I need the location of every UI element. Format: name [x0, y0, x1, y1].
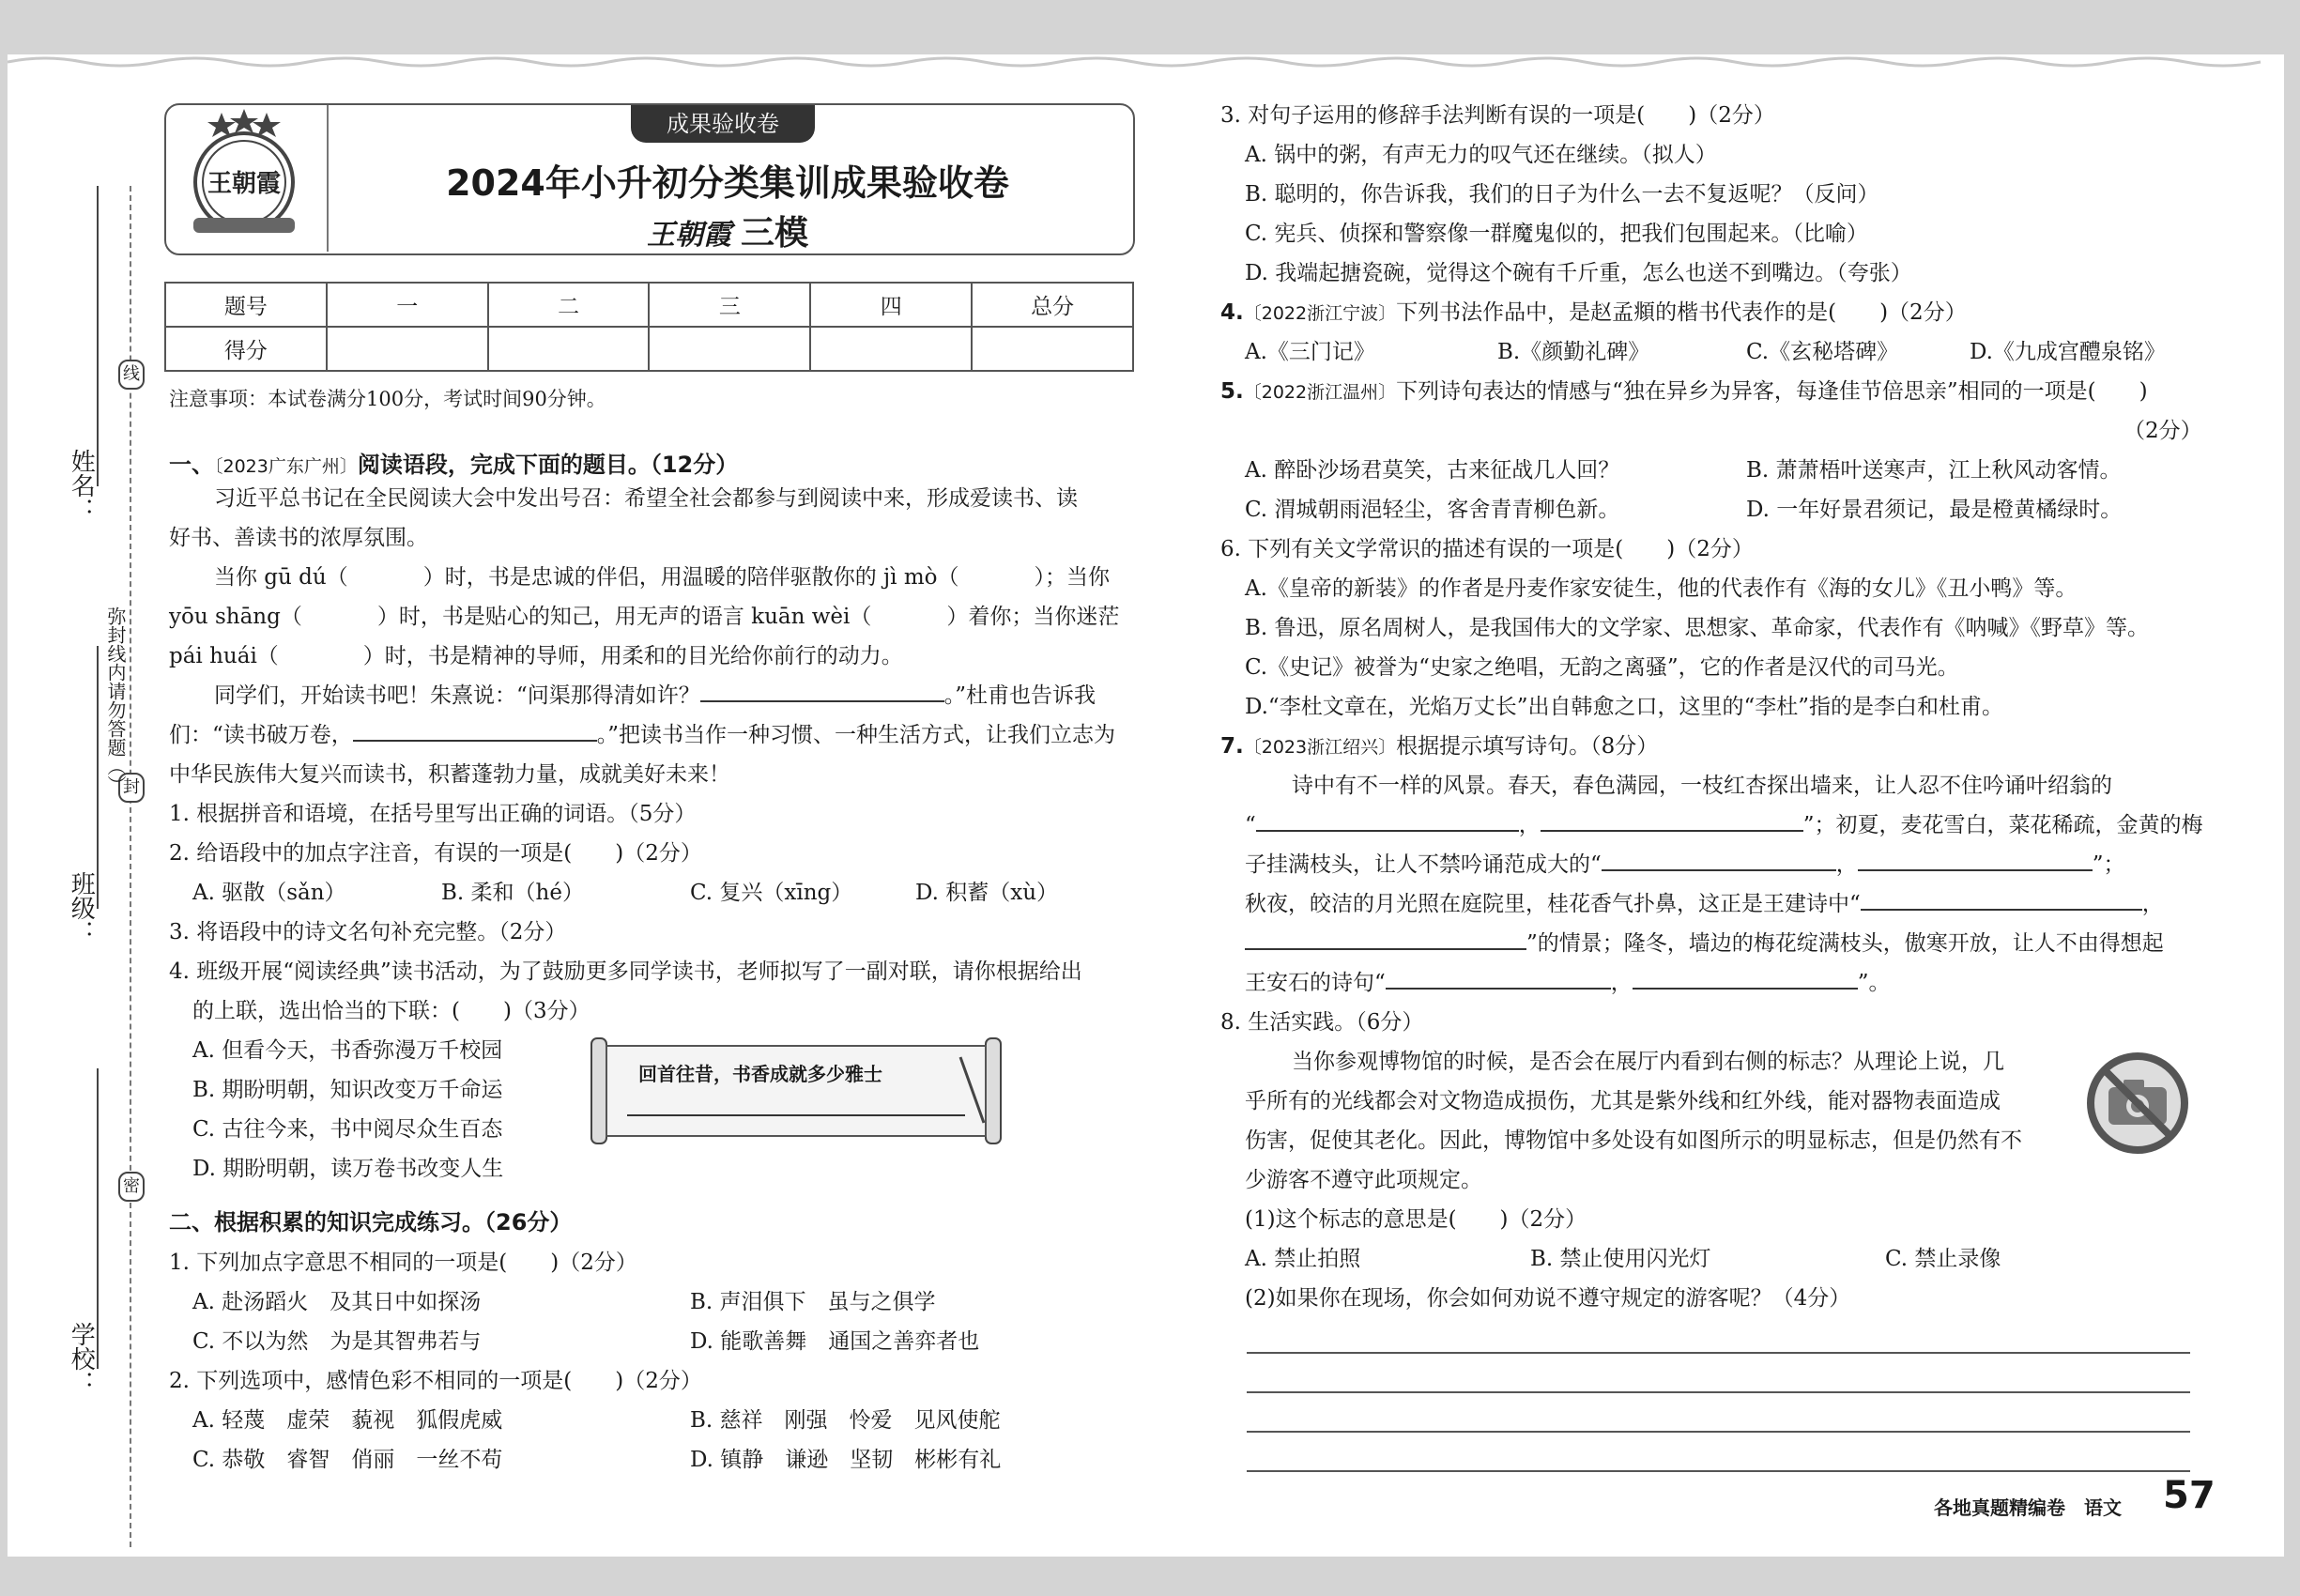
- option[interactable]: A. 驱散（sǎn）: [192, 881, 346, 905]
- option[interactable]: A.《皇帝的新装》的作者是丹麦作家安徒生，他的代表作有《海的女儿》《丑小鸭》等。: [1245, 576, 2078, 601]
- score-input[interactable]: [488, 327, 650, 371]
- svg-text:王朝霞: 王朝霞: [207, 170, 282, 198]
- option[interactable]: C.《史记》被誉为“史家之绝唱，无韵之离骚”，它的作者是汉代的司马光。: [1245, 655, 1959, 680]
- question-r6: 6. 下列有关文学常识的描述有误的一项是( )（2分）: [1220, 537, 1754, 561]
- score-cell: 总分: [972, 283, 1133, 327]
- option[interactable]: C.《玄秘塔碑》: [1746, 340, 1899, 364]
- section-1-title: 一、〔2023广东广州〕阅读语段，完成下面的题目。（12分）: [169, 452, 739, 478]
- brand-logo: [184, 105, 304, 246]
- passage-line: pái huái（ ）时，书是精神的导师，用柔和的目光给你前行的动力。: [169, 644, 903, 668]
- score-header-row: [165, 283, 1133, 327]
- option[interactable]: D. 期盼明朝，读万卷书改变人生: [192, 1157, 504, 1181]
- no-photo-sign-icon: [2086, 1051, 2189, 1155]
- option[interactable]: B. 萧萧梧叶送寒声，江上秋风动客情。: [1746, 458, 2122, 483]
- class-label: 班级：: [67, 871, 96, 944]
- question-2-1: 1. 下列加点字意思不相同的一项是( )（2分）: [169, 1251, 637, 1275]
- couplet-text: 回首往昔，书香成就多少雅士: [638, 1063, 882, 1085]
- passage-line: 诗中有不一样的风景。春天，春色满园，一枝红杏探出墙来，让人忍不住吟诵叶绍翁的: [1292, 774, 2112, 798]
- option[interactable]: A.《三门记》: [1245, 340, 1375, 364]
- class-blank[interactable]: [97, 646, 99, 909]
- question-r5: 5.〔2022浙江温州〕下列诗句表达的情感与“独在异乡为异客，每逢佳节倍思亲”相同的一项是( ): [1220, 379, 2148, 404]
- score-input[interactable]: [327, 327, 488, 371]
- name-blank[interactable]: [97, 186, 99, 486]
- poem-blank[interactable]: [1245, 926, 1526, 950]
- option[interactable]: D. 能歌善舞 通国之善弈者也: [690, 1329, 980, 1354]
- passage-line: 乎所有的光线都会对文物造成损伤，尤其是紫外线和红外线，能对器物表面造成: [1245, 1089, 2001, 1113]
- option[interactable]: A. 轻蔑 虚荣 藐视 狐假虎威: [192, 1408, 503, 1433]
- couplet-scroll-image: [590, 1029, 1003, 1151]
- option[interactable]: D.“李杜文章在，光焰万丈长”出自韩愈之口，这里的“李杜”指的是李白和杜甫。: [1245, 695, 2003, 719]
- option[interactable]: D. 我端起搪瓷碗，觉得这个碗有千斤重，怎么也送不到嘴边。（夸张）: [1245, 261, 1912, 285]
- question-r4: 4.〔2022浙江宁波〕下列书法作品中，是赵孟頫的楷书代表作的是( )（2分）: [1220, 300, 1967, 325]
- question-2-2: 2. 下列选项中，感情色彩不相同的一项是( )（2分）: [169, 1369, 702, 1393]
- page-number: 57: [2163, 1474, 2216, 1517]
- school-blank[interactable]: [97, 1068, 99, 1369]
- passage-line: 中华民族伟大复兴而读书，积蓄蓬勃力量，成就美好未来！: [169, 762, 730, 787]
- score-cell: 二: [488, 283, 650, 327]
- passage-line: 同学们，开始读书吧！朱熹说：“问渠那得清如许？ 。”杜甫也告诉我: [214, 676, 1096, 715]
- question-2: 2. 给语段中的加点字注音，有误的一项是( )（2分）: [169, 841, 702, 866]
- passage-line: 们：“读书破万卷， 。”把读书当作一种习惯、一种生活方式，让我们立志为: [169, 715, 1115, 755]
- score-input[interactable]: [972, 327, 1133, 371]
- option[interactable]: C. 不以为然 为是其智弗若与: [192, 1329, 482, 1354]
- passage-line: 子挂满枝头，让人不禁吟诵范成大的“ ， ”；: [1245, 845, 2125, 884]
- answer-line[interactable]: [1247, 1470, 2190, 1472]
- passage-line: 好书、善读书的浓厚氛围。: [169, 526, 428, 550]
- option[interactable]: D. 一年好景君须记，最是橙黄橘绿时。: [1746, 498, 2123, 522]
- subtitle-text: 三模: [740, 214, 808, 253]
- seal-mark-seal: 封: [118, 773, 145, 803]
- score-cell: 题号: [165, 283, 327, 327]
- answer-line[interactable]: [1247, 1352, 2190, 1354]
- option[interactable]: D.《九成宫醴泉铭》: [1970, 340, 2166, 364]
- seal-note: 弥封线内请勿答题（）: [104, 606, 127, 794]
- poem-blank[interactable]: [1386, 965, 1611, 990]
- passage-line: 当你参观博物馆的时候，是否会在展厅内看到右侧的标志？从理论上说，几: [1292, 1050, 2004, 1074]
- option[interactable]: A. 醉卧沙场君莫笑，古来征战几人回？: [1245, 458, 1620, 483]
- question-r7: 7.〔2023浙江绍兴〕根据提示填写诗句。（8分）: [1220, 734, 1659, 759]
- option[interactable]: A. 赴汤蹈火 及其日中如探汤: [192, 1290, 482, 1314]
- passage-line: 习近平总书记在全民阅读大会中发出号召：希望全社会都参与到阅读中来，形成爱读书、读: [214, 486, 1078, 511]
- header-tag: 成果验收卷: [631, 105, 815, 143]
- exam-subtitle: [338, 207, 1117, 254]
- option[interactable]: C. 恭敬 睿智 俏丽 一丝不苟: [192, 1448, 503, 1472]
- sub-question-8-2: (2)如果你在现场，你会如何劝说不遵守规定的游客呢？（4分）: [1245, 1286, 1851, 1311]
- header-divider: [327, 105, 329, 252]
- poem-blank[interactable]: [1861, 886, 2142, 911]
- option[interactable]: C. 古往今来，书中阅尽众生百态: [192, 1117, 503, 1142]
- score-note: （2分）: [2124, 419, 2202, 443]
- poem-blank[interactable]: [353, 717, 597, 742]
- passage-line: 秋夜，皎洁的月光照在庭院里，桂花香气扑鼻，这正是王建诗中“ ，: [1245, 884, 2164, 924]
- brand-name: 王朝霞: [646, 219, 731, 252]
- sub-question-8-1: (1)这个标志的意思是( )（2分）: [1245, 1207, 1587, 1232]
- question-r8: 8. 生活实践。（6分）: [1220, 1010, 1424, 1035]
- passage-line: 少游客不遵守此项规定。: [1245, 1168, 1482, 1192]
- passage-line: yōu shāng（ ）时，书是贴心的知己，用无声的语言 kuān wèi（ ）着你；当你迷茫: [169, 605, 1120, 629]
- option[interactable]: B.《颜勤礼碑》: [1497, 340, 1650, 364]
- option[interactable]: D. 积蓄（xù）: [915, 881, 1059, 905]
- exam-title: 2024年小升初分类集训成果验收卷: [446, 162, 1009, 204]
- passage-line: “ ， ”；初夏，麦花雪白，菜花稀疏，金黄的梅: [1245, 806, 2203, 845]
- option[interactable]: C. 宪兵、侦探和警察像一群魔鬼似的，把我们包围起来。（比喻）: [1245, 222, 1868, 246]
- question-1: 1. 根据拼音和语境，在括号里写出正确的词语。（5分）: [169, 802, 697, 826]
- option[interactable]: B. 柔和（hé）: [441, 881, 584, 905]
- option[interactable]: A. 禁止拍照: [1245, 1247, 1361, 1271]
- footer-text: 各地真题精编卷 语文: [1934, 1496, 2122, 1519]
- passage-line: 王安石的诗句“ ， ”。: [1245, 963, 1891, 1003]
- seal-mark-line: 线: [118, 360, 145, 390]
- option[interactable]: B. 声泪俱下 虽与之俱学: [690, 1290, 936, 1314]
- poem-blank[interactable]: [1858, 847, 2093, 871]
- poem-blank[interactable]: [1602, 847, 1836, 871]
- score-input[interactable]: [810, 327, 972, 371]
- poem-blank[interactable]: [1633, 965, 1858, 990]
- passage-line: ”的情景；隆冬，墙边的梅花绽满枝头，傲寒开放，让人不由得想起: [1245, 924, 2164, 963]
- name-label: 姓名：: [67, 449, 96, 522]
- option[interactable]: B. 禁止使用闪光灯: [1530, 1247, 1711, 1271]
- question-4-cont: 的上联，选出恰当的下联：( )（3分）: [192, 999, 590, 1023]
- passage-line: 当你 gū dú（ ）时，书是忠诚的伴侣，用温暖的陪伴驱散你的 jì mò（ ）；当你: [214, 565, 1110, 590]
- option[interactable]: C. 禁止录像: [1885, 1247, 2001, 1271]
- question-r3: 3. 对句子运用的修辞手法判断有误的一项是( )（2分）: [1220, 103, 1775, 128]
- score-cell: 得分: [165, 327, 327, 371]
- seal-mark-mi: 密: [118, 1172, 145, 1202]
- poem-blank[interactable]: [700, 678, 944, 702]
- option[interactable]: B. 鲁迅，原名周树人，是我国伟大的文学家、思想家、革命家，代表作有《呐喊》《野草》等。: [1245, 616, 2150, 640]
- score-value-row: [165, 327, 1133, 371]
- passage-line: 伤害，促使其老化。因此，博物馆中多处设有如图所示的明显标志，但是仍然有不: [1245, 1128, 2022, 1153]
- option[interactable]: C. 复兴（xīng）: [690, 881, 853, 905]
- option[interactable]: A. 锅中的粥，有声无力的叹气还在继续。（拟人）: [1245, 143, 1717, 167]
- option[interactable]: B. 慈祥 刚强 怜爱 见风使舵: [690, 1408, 1001, 1433]
- poem-blank[interactable]: [1256, 807, 1519, 832]
- school-label: 学校：: [67, 1322, 96, 1395]
- poem-blank[interactable]: [1541, 807, 1803, 832]
- answer-line[interactable]: [1247, 1431, 2190, 1433]
- score-cell: 四: [810, 283, 972, 327]
- option[interactable]: B. 聪明的，你告诉我，我们的日子为什么一去不复返呢？（反问）: [1245, 182, 1879, 207]
- seal-line: [130, 186, 131, 1547]
- score-input[interactable]: [649, 327, 810, 371]
- option[interactable]: D. 镇静 谦逊 坚韧 彬彬有礼: [690, 1448, 1002, 1472]
- section-2-title: 二、根据积累的知识完成练习。（26分）: [169, 1209, 573, 1235]
- option[interactable]: A. 但看今天，书香弥漫万千校园: [192, 1038, 503, 1063]
- question-4: 4. 班级开展“阅读经典”读书活动，为了鼓励更多同学读书，老师拟写了一副对联，请你根据给出: [169, 959, 1082, 984]
- question-3: 3. 将语段中的诗文名句补充完整。（2分）: [169, 920, 567, 944]
- score-cell: 一: [327, 283, 488, 327]
- option[interactable]: B. 期盼明朝，知识改变万千命运: [192, 1078, 503, 1102]
- notice: 注意事项：本试卷满分100分，考试时间90分钟。: [169, 388, 606, 410]
- score-table: [164, 282, 1134, 372]
- option[interactable]: C. 渭城朝雨浥轻尘，客舍青青柳色新。: [1245, 498, 1620, 522]
- score-cell: 三: [649, 283, 810, 327]
- answer-line[interactable]: [1247, 1391, 2190, 1393]
